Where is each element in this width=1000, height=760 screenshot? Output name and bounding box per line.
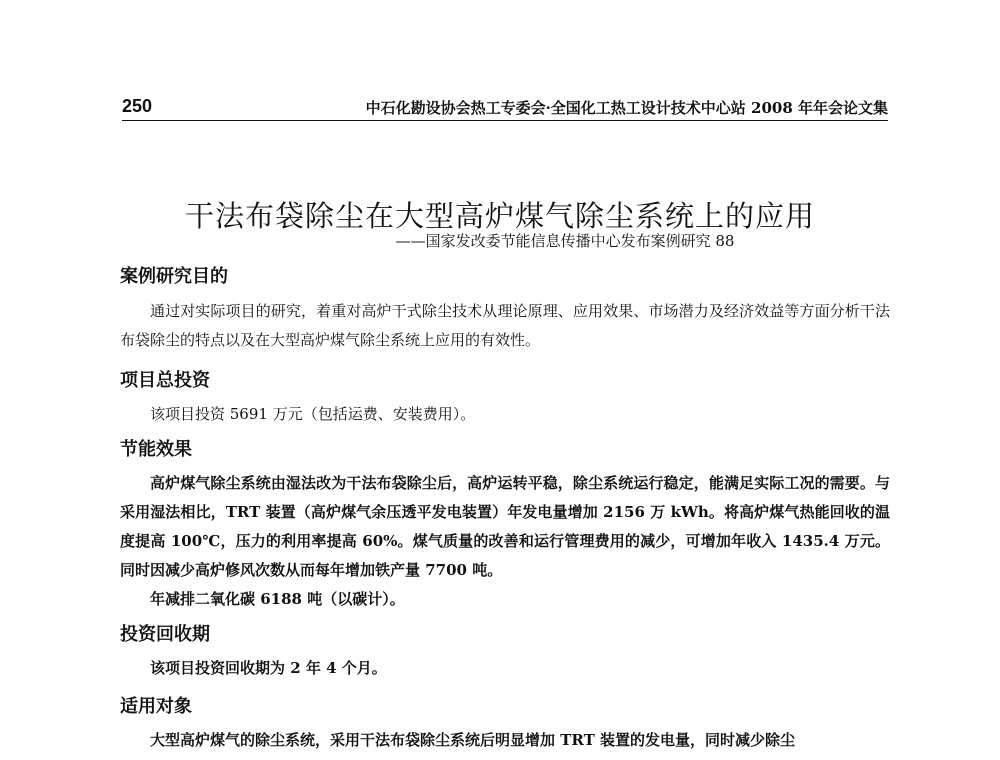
section-paragraph: 年减排二氧化碳 6188 吨（以碳计）。	[150, 590, 405, 608]
section-paragraph: 该项目投资回收期为 2 年 4 个月。	[150, 659, 387, 677]
section-purpose	[120, 262, 890, 355]
section-applicable	[120, 692, 890, 755]
journal-title: 中石化勘设协会热工专委会·全国化工热工设计技术中心站 2008 年年会论文集	[365, 99, 888, 117]
section-investment	[120, 366, 890, 429]
section-heading: 投资回收期	[120, 624, 210, 645]
running-header	[122, 92, 888, 121]
section-paragraph: 通过对实际项目的研究，着重对高炉干式除尘技术从理论原理、应用效果、市场潜力及经济效益等方面分析干法布袋除尘的特点以及在大型高炉煤气除尘系统上应用的有效性。	[120, 302, 890, 349]
section-energy-saving	[120, 435, 890, 614]
section-heading: 适用对象	[120, 696, 192, 717]
section-paragraph: 高炉煤气除尘系统由湿法改为干法布袋除尘后，高炉运转平稳，除尘系统运行稳定，能满足实际工况的需要。与采用湿法相比，TRT 装置（高炉煤气余压透平发电装置）年发电量增加 2156 万 kWh。将高炉煤气热能回收的温度提高 100℃，压力的利用率提高 60%。煤气质量的改善和运行管理费用的减少，可增加年收入 1435.4 万元。同时因减少高炉修风次数从而每年增加铁产量 7700 吨。	[120, 474, 890, 579]
page-number: 250	[122, 96, 153, 116]
article-subtitle: ——国家发改委节能信息传播中心发布案例研究 88	[395, 232, 735, 250]
section-heading: 项目总投资	[120, 370, 210, 391]
section-paragraph: 该项目投资 5691 万元（包括运费、安装费用）。	[150, 405, 476, 423]
section-heading: 案例研究目的	[120, 266, 228, 287]
section-paragraph: 大型高炉煤气的除尘系统，采用干法布袋除尘系统后明显增加 TRT 装置的发电量，同时减少除尘	[150, 731, 795, 749]
section-payback	[120, 620, 890, 683]
article-title: 干法布袋除尘在大型高炉煤气除尘系统上的应用	[184, 199, 815, 234]
section-heading: 节能效果	[120, 439, 192, 460]
